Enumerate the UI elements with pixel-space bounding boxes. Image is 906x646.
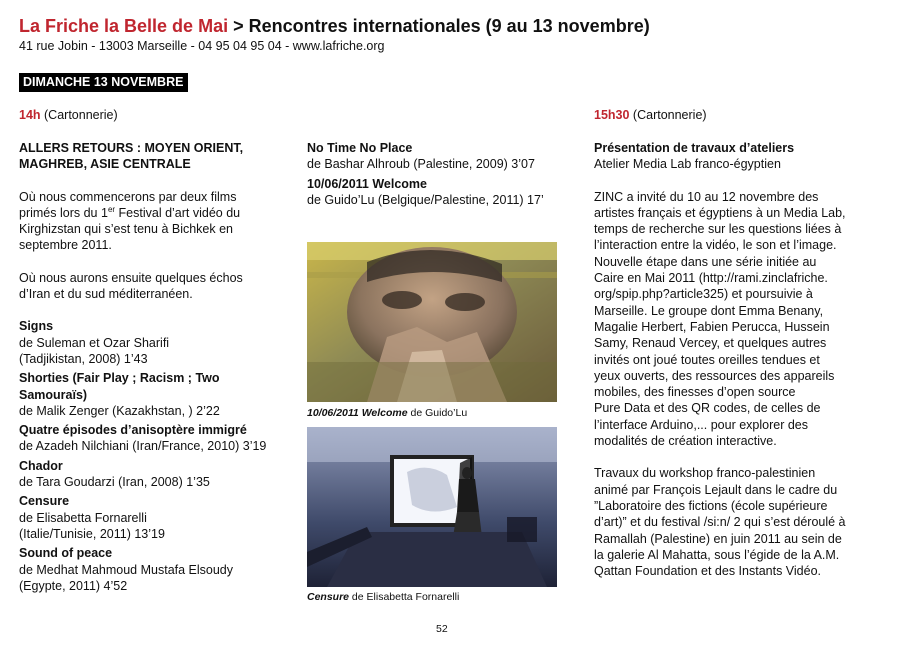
film-credit: de Guido’Lu (Belgique/Palestine, 2011) 17’ <box>307 192 544 207</box>
censure-photo <box>307 427 557 587</box>
film-credit: (Italie/Tunisie, 2011) 13’19 <box>19 526 165 541</box>
time-label: 15h30 <box>594 108 630 122</box>
film-entry <box>19 422 289 455</box>
paragraph-line: Ramallah (Palestine) en juin 2011 au sein de <box>594 531 842 546</box>
film-title: Shorties (Fair Play ; Racism ; Two Samouraïs) <box>19 371 220 402</box>
paragraph-line: Magalie Herbert, Fabien Perucca, Hussein <box>594 319 830 334</box>
film-entry <box>307 140 577 173</box>
film-credit: de Medhat Mahmoud Mustafa Elsoudy <box>19 562 234 577</box>
film-credit: de Malik Zenger (Kazakhstan, ) 2’22 <box>19 403 220 418</box>
film-entry <box>307 176 577 209</box>
film-credit: (Tadjikistan, 2008) 1’43 <box>19 351 148 366</box>
paragraph-line: ZINC a invité du 10 au 12 novembre des <box>594 189 819 204</box>
welcome-photo <box>307 242 557 402</box>
venue-address: 41 rue Jobin - 13003 Marseille - 04 95 04 95 04 - www.lafriche.org <box>19 39 385 53</box>
event-title: > Rencontres internationales (9 au 13 novembre) <box>228 16 650 36</box>
film-title: Signs <box>19 319 54 334</box>
film-entry <box>19 545 289 594</box>
column-2 <box>307 140 577 211</box>
workshop-description-2 <box>594 465 894 579</box>
paragraph-line: yeux ouverts, des ressources des appareils <box>594 368 835 383</box>
welcome-still <box>307 242 557 402</box>
paragraph-line: modalités de création interactive. <box>594 434 777 449</box>
paragraph-line: Caire en Mai 2011 (http://rami.zinclafriche. <box>594 271 828 286</box>
film-credit: de Tara Goudarzi (Iran, 2008) 1’35 <box>19 475 210 490</box>
censure-still <box>307 427 557 587</box>
location-label: (Cartonnerie) <box>629 108 707 122</box>
session-time-2 <box>594 108 707 122</box>
film-title: No Time No Place <box>307 141 413 155</box>
program-title: ALLERS RETOURS : MOYEN ORIENT, <box>19 141 244 155</box>
paragraph-line: temps de recherche sur les questions liées à <box>594 222 842 237</box>
intro-line: septembre 2011. <box>19 238 112 253</box>
film-title: Quatre épisodes d’anisoptère immigré <box>19 423 247 438</box>
paragraph-line: d’art)” et du festival /si:n/ 2 qui s’est déroulé à <box>594 515 846 530</box>
session-time-1 <box>19 108 118 122</box>
intro-line: Où nous aurons ensuite quelques échos <box>19 270 243 285</box>
workshop-description <box>594 189 894 450</box>
paragraph-line: mobiles, des finesses d’open source <box>594 385 796 400</box>
workshop-title: Présentation de travaux d’ateliers <box>594 141 795 155</box>
caption-credit: de Guido’Lu <box>407 407 468 419</box>
film-credit: de Suleman et Ozar Sharifi <box>19 335 170 350</box>
workshop-subtitle: Atelier Media Lab franco-égyptien <box>594 157 781 172</box>
column-1 <box>19 140 289 597</box>
venue-name: La Friche la Belle de Mai <box>19 16 229 36</box>
paragraph-line: artistes français et égyptiens à un Media Lab, <box>594 205 846 220</box>
film-entry <box>19 370 289 419</box>
film-entry <box>19 318 289 367</box>
paragraph-line: Samy, Renaud Vercey, et quelques autres <box>594 336 827 351</box>
column-3 <box>594 140 894 579</box>
location-label: (Cartonnerie) <box>40 108 118 122</box>
film-title: 10/06/2011 Welcome <box>307 176 427 191</box>
day-badge: DIMANCHE 13 NOVEMBRE <box>19 73 188 92</box>
caption-credit: de Elisabetta Fornarelli <box>349 591 460 603</box>
paragraph-line: la galerie Al Mahatta, sous l’égide de la A.M. <box>594 547 840 562</box>
intro-line: Kirghizstan qui s’est tenu à Bichkek en <box>19 222 234 237</box>
intro-line: d’Iran et du sud méditerranéen. <box>19 287 193 302</box>
paragraph-line: Nouvelle étape dans une série initiée au <box>594 254 817 269</box>
paragraph-line: org/spip.php?article325) et poursuivie à <box>594 287 813 302</box>
page-number: 52 <box>436 623 448 635</box>
paragraph-line: Pure Data et des QR codes, de celles de <box>594 401 821 416</box>
film-entry <box>19 493 289 542</box>
page-title <box>19 16 650 37</box>
caption-title: Censure <box>307 591 350 603</box>
paragraph-line: Travaux du workshop franco-palestinien <box>594 466 816 481</box>
program-title: MAGHREB, ASIE CENTRALE <box>19 157 191 172</box>
paragraph-line: Qattan Foundation et des Instants Vidéo. <box>594 564 822 579</box>
paragraph-line: invités ont joué toutes oreilles tendues et <box>594 352 820 367</box>
film-title: Censure <box>19 494 70 509</box>
intro-line: Où nous commencerons par deux films <box>19 189 237 204</box>
caption-title: 10/06/2011 Welcome <box>307 407 408 419</box>
intro-line: primés lors du 1er Festival d’art vidéo du <box>19 204 241 220</box>
photo-caption-1 <box>307 407 467 419</box>
film-title: Chador <box>19 458 63 473</box>
film-entry <box>19 458 289 491</box>
film-credit: (Egypte, 2011) 4’52 <box>19 578 128 593</box>
paragraph-line: l’interface Arduino,... pour explorer des <box>594 417 809 432</box>
film-credit: de Elisabetta Fornarelli <box>19 510 147 525</box>
paragraph-line: ”Laboratoire des fictions (école supérieure <box>594 498 828 513</box>
film-credit: de Azadeh Nilchiani (Iran/France, 2010) 3’19 <box>19 439 267 454</box>
paragraph-line: Marseille. Le groupe dont Emma Benany, <box>594 303 824 318</box>
photo-caption-2 <box>307 591 459 603</box>
paragraph-line: l’interaction entre la vidéo, le son et l’image. <box>594 238 837 253</box>
film-title: Sound of peace <box>19 546 113 561</box>
time-label: 14h <box>19 108 41 122</box>
paragraph-line: animé par François Lejault dans le cadre du <box>594 482 838 497</box>
film-credit: de Bashar Alhroub (Palestine, 2009) 3’07 <box>307 157 535 172</box>
